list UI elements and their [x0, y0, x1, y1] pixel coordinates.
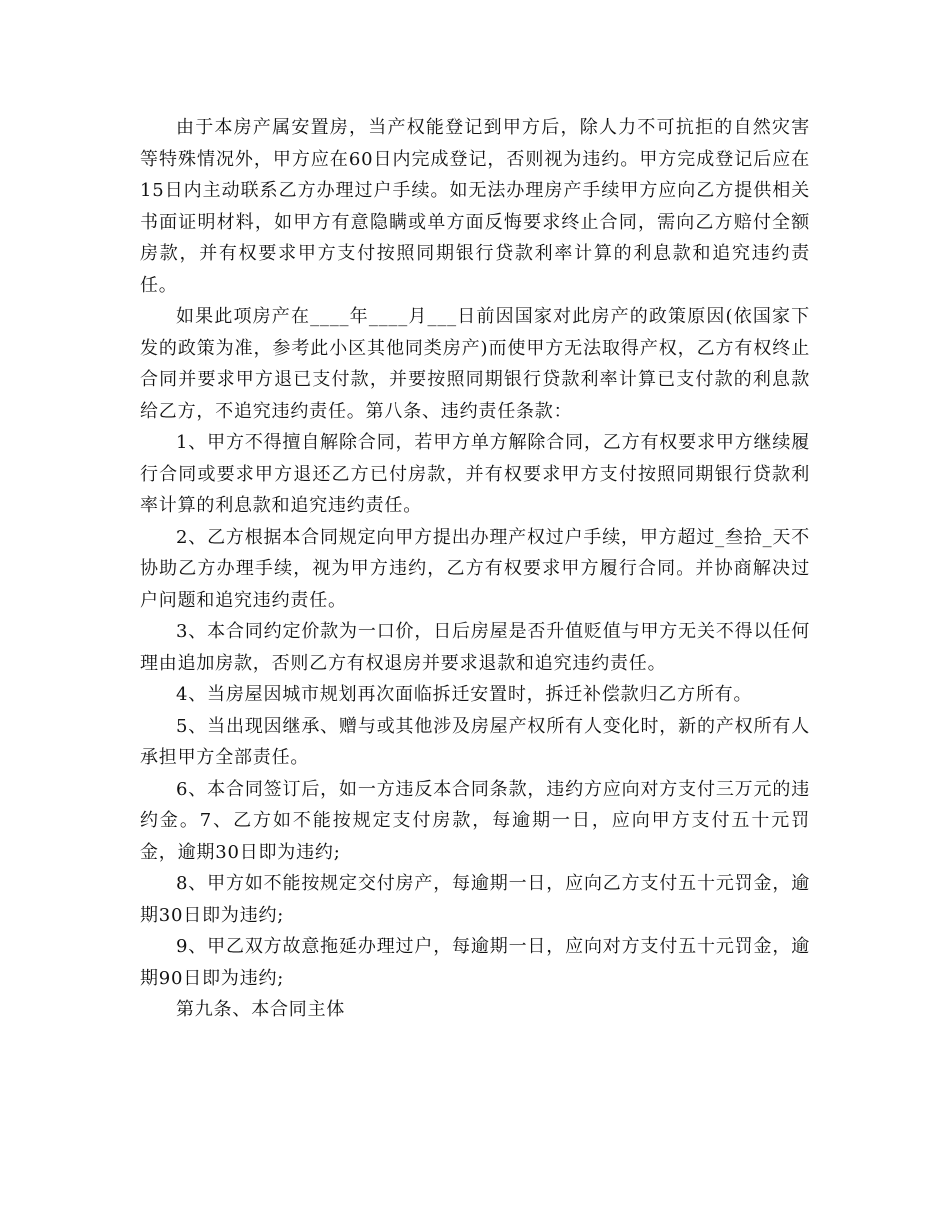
paragraph-breach-item-6-7: 6、本合同签订后，如一方违反本合同条款，违约方应向对方支付三万元的违约金。7、乙方如不能按规定支付房款，每逾期一日，应向甲方支付五十元罚金，逾期30日即为违约;: [140, 778, 810, 863]
paragraph-breach-item-3: 3、本合同约定价款为一口价，日后房屋是否升值贬值与甲方无关不得以任何理由追加房款，否则乙方有权退房并要求退款和追究违约责任。: [140, 621, 810, 674]
paragraph-breach-item-4: 4、当房屋因城市规划再次面临拆迁安置时，拆迁补偿款归乙方所有。: [176, 684, 753, 705]
paragraph-breach-item-8: 8、甲方如不能按规定交付房产，每逾期一日，应向乙方支付五十元罚金，逾期30日即为违约;: [140, 873, 810, 926]
paragraph-breach-item-9: 9、甲乙双方故意拖延办理过户，每逾期一日，应向对方支付五十元罚金，逾期90日即为违约;: [140, 936, 810, 989]
document-body: [140, 112, 810, 1026]
paragraph-breach-item-5: 5、当出现因继承、赠与或其他涉及房屋产权所有人变化时，新的产权所有人承担甲方全部责任。: [140, 715, 810, 768]
paragraph-breach-item-1: 1、甲方不得擅自解除合同，若甲方单方解除合同，乙方有权要求甲方继续履行合同或要求甲方退还乙方已付房款，并有权要求甲方支付按照同期银行贷款利率计算的利息款和追究违约责任。: [140, 432, 810, 516]
paragraph-registration-clause: 由于本房产属安置房，当产权能登记到甲方后，除人力不可抗拒的自然灾害等特殊情况外，甲方应在60日内完成登记，否则视为违约。甲方完成登记后应在15日内主动联系乙方办理过户手续。如无法办理房产手续甲方应向乙方提供相关书面证明材料，如甲方有意隐瞒或单方面反悔要求终止合同，需向乙方赔付全额房款，并有权要求甲方支付按照同期银行贷款利率计算的利息款和追究违约责任。: [140, 117, 810, 296]
paragraph-policy-clause: 如果此项房产在____年____月___日前因国家对此房产的政策原因(依国家下发的政策为准，参考此小区其他同类房产)而使甲方无法取得产权，乙方有权终止合同并要求甲方退已支付款，并要按照同期银行贷款利率计算已支付款的利息款给乙方，不追究违约责任。第八条、违约责任条款：: [140, 306, 810, 422]
paragraph-breach-item-2: 2、乙方根据本合同规定向甲方提出办理产权过户手续，甲方超过_叁拾_天不协助乙方办理手续，视为甲方违约，乙方有权要求甲方履行合同。并协商解决过户问题和追究违约责任。: [140, 526, 810, 611]
section-heading-article-9: 第九条、本合同主体: [176, 999, 346, 1020]
